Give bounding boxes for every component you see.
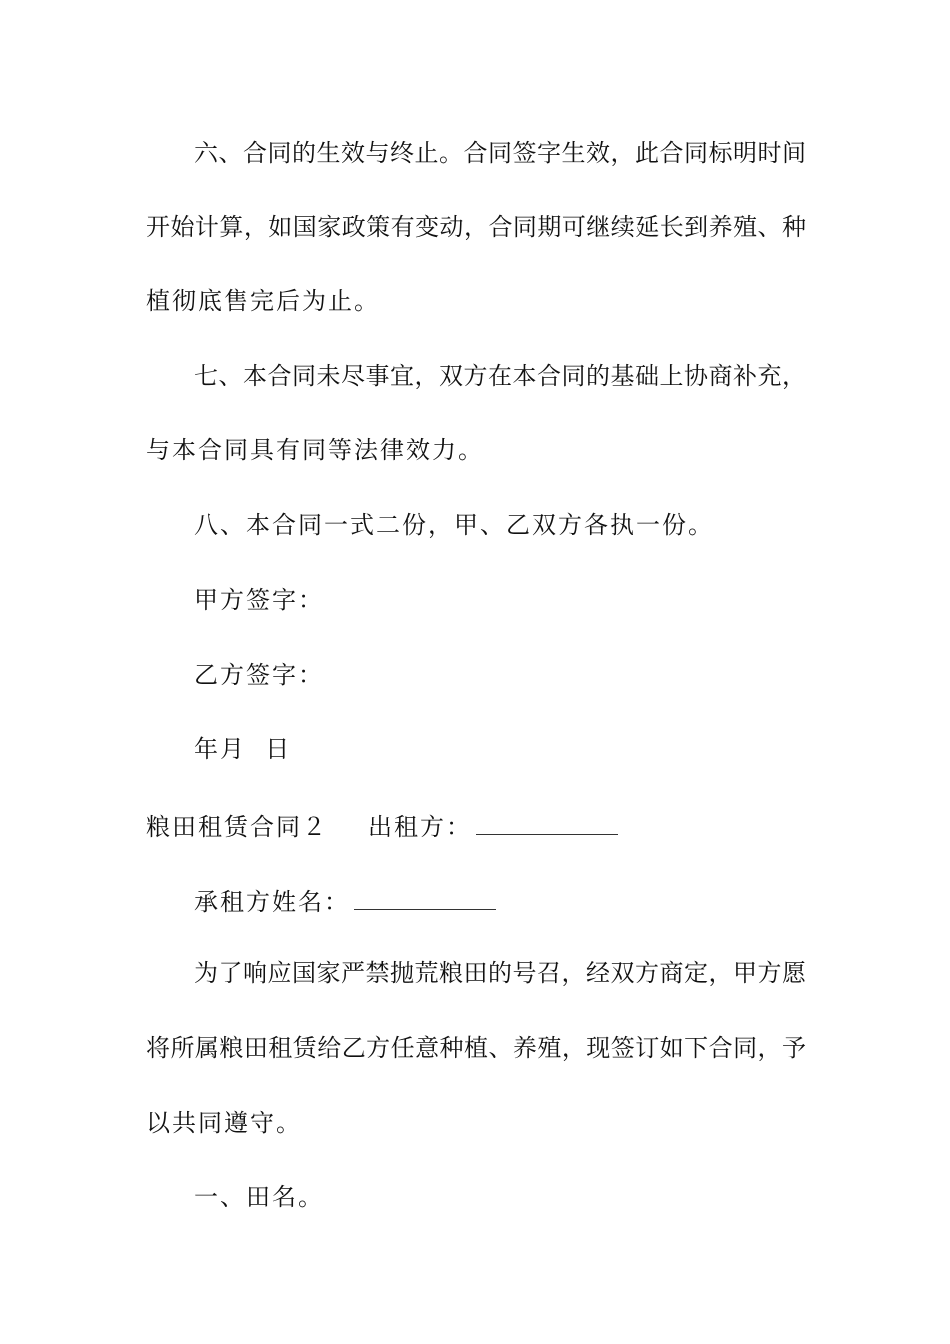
party-b-signature-label: 乙方签字： xyxy=(194,661,324,689)
intro-line-1: 为了响应国家严禁抛荒粮田的号召，经双方商定，甲方愿 xyxy=(194,959,806,987)
contract-2-title: 粮田租赁合同２ xyxy=(146,813,328,841)
clause-6-line-1: 六、合同的生效与终止。合同签字生效，此合同标明时间 xyxy=(194,139,806,167)
clause-7-line-1: 七、本合同未尽事宜，双方在本合同的基础上协商补充， xyxy=(194,362,806,390)
clause-7-line-2: 与本合同具有同等法律效力。 xyxy=(146,436,484,464)
lessee-label: 承租方姓名： xyxy=(194,888,350,916)
party-a-signature-label: 甲方签字： xyxy=(194,586,324,614)
lessor-blank-field xyxy=(476,808,618,835)
clause-6-line-3: 植彻底售完后为止。 xyxy=(146,287,380,315)
lessee-blank-field xyxy=(354,883,496,910)
intro-line-3: 以共同遵守。 xyxy=(146,1109,302,1137)
contract-2-heading-line xyxy=(146,808,806,840)
clause-6-line-2: 开始计算，如国家政策有变动，合同期可继续延长到养殖、种 xyxy=(146,213,806,241)
clause-8: 八、本合同一式二份，甲、乙双方各执一份。 xyxy=(194,511,714,539)
intro-line-2: 将所属粮田租赁给乙方任意种植、养殖，现签订如下合同，予 xyxy=(146,1034,806,1062)
lessor-label: 出租方： xyxy=(368,813,472,841)
item-1-heading: 一、田名。 xyxy=(194,1183,324,1211)
lessee-line xyxy=(194,883,806,915)
date-line: 年月 日 xyxy=(194,735,292,763)
